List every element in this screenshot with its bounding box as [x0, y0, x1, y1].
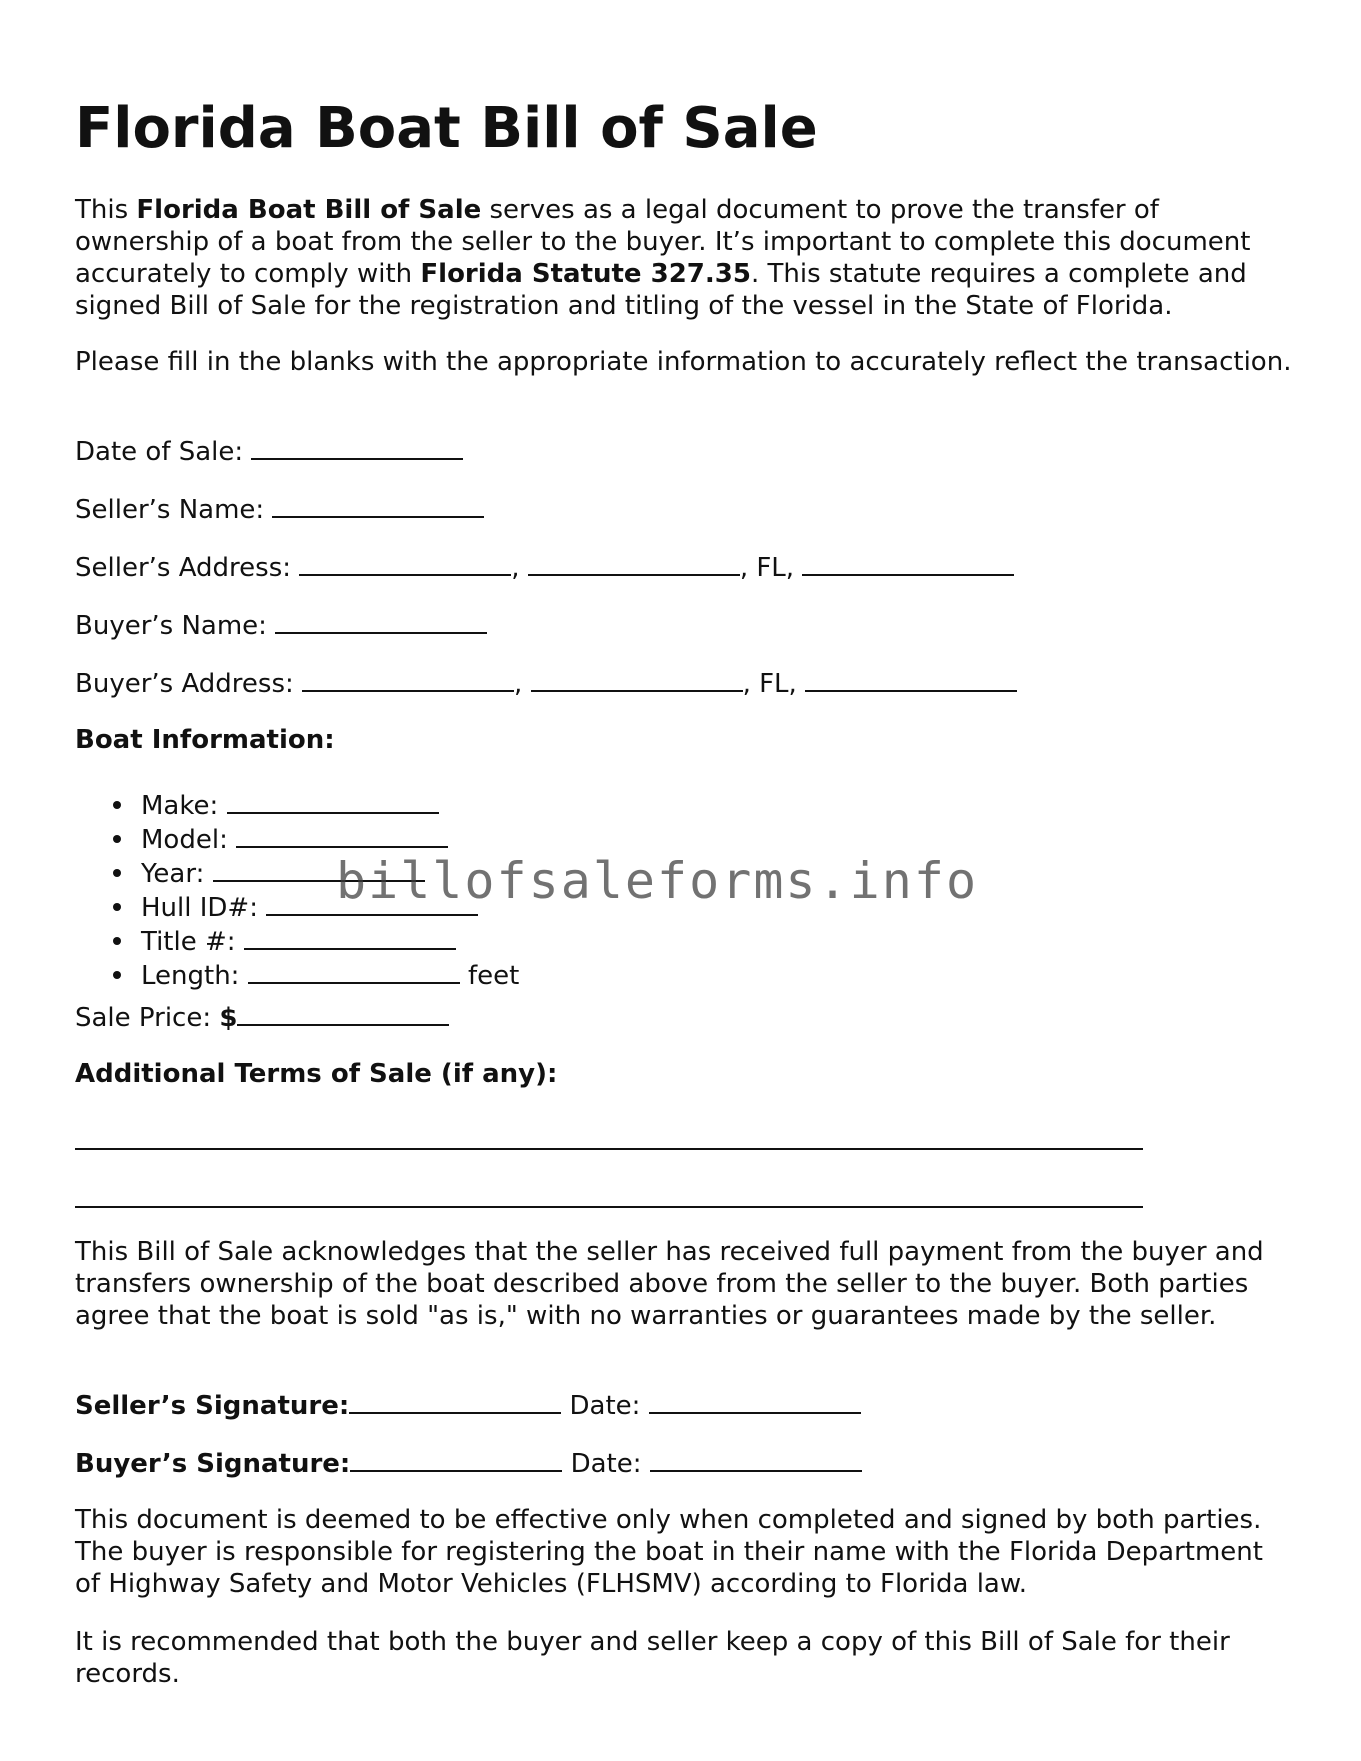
buyer-city-blank[interactable] — [531, 666, 743, 692]
hull-id-label: Hull ID#: — [141, 893, 258, 923]
hull-id-blank[interactable] — [266, 890, 478, 916]
list-item-model — [75, 822, 519, 856]
year-label: Year: — [141, 859, 205, 889]
list-item-title-number — [75, 924, 519, 958]
watermark-text: billofsaleforms.info — [336, 852, 979, 910]
title-number-blank[interactable] — [244, 924, 456, 950]
buyer-address-label: Buyer’s Address: — [75, 669, 294, 699]
date-of-sale-row — [75, 434, 463, 468]
seller-date-label: Date: — [569, 1391, 641, 1421]
buyer-address-comma: , — [514, 669, 523, 699]
year-blank[interactable] — [213, 856, 425, 882]
seller-address-state: , FL, — [739, 553, 795, 583]
boat-info-list — [75, 788, 519, 992]
seller-signature-row — [75, 1388, 861, 1422]
make-label: Make: — [141, 791, 219, 821]
list-item-year — [75, 856, 519, 890]
buyer-zip-blank[interactable] — [805, 666, 1017, 692]
seller-signature-blank[interactable] — [349, 1388, 561, 1414]
sale-price-label: Sale Price: — [75, 1003, 220, 1033]
buyer-date-blank[interactable] — [650, 1446, 862, 1472]
buyer-name-label: Buyer’s Name: — [75, 611, 267, 641]
buyer-address-row — [75, 666, 1017, 700]
intro-pre: This — [75, 195, 137, 225]
additional-terms-heading-text: Additional Terms of Sale (if any): — [75, 1059, 558, 1089]
length-blank[interactable] — [248, 958, 460, 984]
acknowledgment-paragraph: This Bill of Sale acknowledges that the seller has received full payment from the buyer and transfers ownership of the boat described above from the seller to the buyer. Both parties agree that the boat is sold "as is," with no warranties or guarantees made by the seller. — [75, 1237, 1264, 1331]
intro-form-name: Florida Boat Bill of Sale — [136, 195, 482, 225]
sale-price-row — [75, 1000, 449, 1034]
title-number-label: Title #: — [141, 927, 236, 957]
buyer-name-row — [75, 608, 487, 642]
intro-post: . This statute requires a complete and signed Bill of Sale for the registration and titling of the vessel in the State of Florida. — [75, 259, 1247, 321]
list-item-length — [75, 958, 519, 992]
seller-date-blank[interactable] — [649, 1388, 861, 1414]
seller-address-row — [75, 550, 1014, 584]
model-label: Model: — [141, 825, 228, 855]
seller-address-label: Seller’s Address: — [75, 553, 292, 583]
effective-note-paragraph: This document is deemed to be effective only when completed and signed by both parties. The buyer is responsible for registering the boat in their name with the Florida Department of Highway Safety and Motor Vehicles (FLHSMV) according to Florida law. — [75, 1505, 1263, 1599]
intro-statute: Florida Statute 327.35 — [420, 259, 751, 289]
boat-info-heading-text: Boat Information: — [75, 725, 335, 755]
buyer-name-blank[interactable] — [275, 608, 487, 634]
currency-symbol: $ — [219, 1003, 238, 1033]
buyer-signature-label: Buyer’s Signature: — [75, 1449, 351, 1479]
intro-middle: serves as a legal document to prove the transfer of ownership of a boat from the seller to the buyer. It’s important to complete this document accurately to comply with — [75, 195, 1251, 289]
page-title: Florida Boat Bill of Sale — [75, 96, 818, 161]
additional-terms-blank-1[interactable] — [75, 1124, 1143, 1150]
seller-signature-label: Seller’s Signature: — [75, 1391, 350, 1421]
seller-name-row — [75, 492, 484, 526]
additional-terms-heading — [75, 1058, 557, 1090]
recommendation-paragraph: It is recommended that both the buyer and seller keep a copy of this Bill of Sale for their records. — [75, 1627, 1230, 1689]
seller-street-blank[interactable] — [299, 550, 511, 576]
buyer-address-state: , FL, — [742, 669, 797, 699]
additional-terms-line-1 — [75, 1124, 1143, 1158]
seller-zip-blank[interactable] — [802, 550, 1014, 576]
additional-terms-line-2 — [75, 1182, 1143, 1216]
list-item-hull-id — [75, 890, 519, 924]
seller-name-blank[interactable] — [272, 492, 484, 518]
date-of-sale-label: Date of Sale: — [75, 437, 244, 467]
model-blank[interactable] — [236, 822, 448, 848]
length-label: Length: — [141, 961, 240, 991]
buyer-signature-row — [75, 1446, 862, 1480]
buyer-date-label: Date: — [570, 1449, 642, 1479]
make-blank[interactable] — [227, 788, 439, 814]
additional-terms-blank-2[interactable] — [75, 1182, 1143, 1208]
seller-city-blank[interactable] — [528, 550, 740, 576]
boat-info-heading — [75, 724, 335, 756]
buyer-signature-blank[interactable] — [350, 1446, 562, 1472]
length-unit: feet — [467, 961, 520, 991]
sale-price-blank[interactable] — [237, 1000, 449, 1026]
intro-paragraph — [75, 194, 1295, 322]
seller-address-comma: , — [511, 553, 520, 583]
date-of-sale-blank[interactable] — [251, 434, 463, 460]
instructions-paragraph: Please fill in the blanks with the appropriate information to accurately reflect the transaction. — [75, 347, 1292, 377]
list-item-make — [75, 788, 519, 822]
seller-name-label: Seller’s Name: — [75, 495, 265, 525]
buyer-street-blank[interactable] — [302, 666, 514, 692]
